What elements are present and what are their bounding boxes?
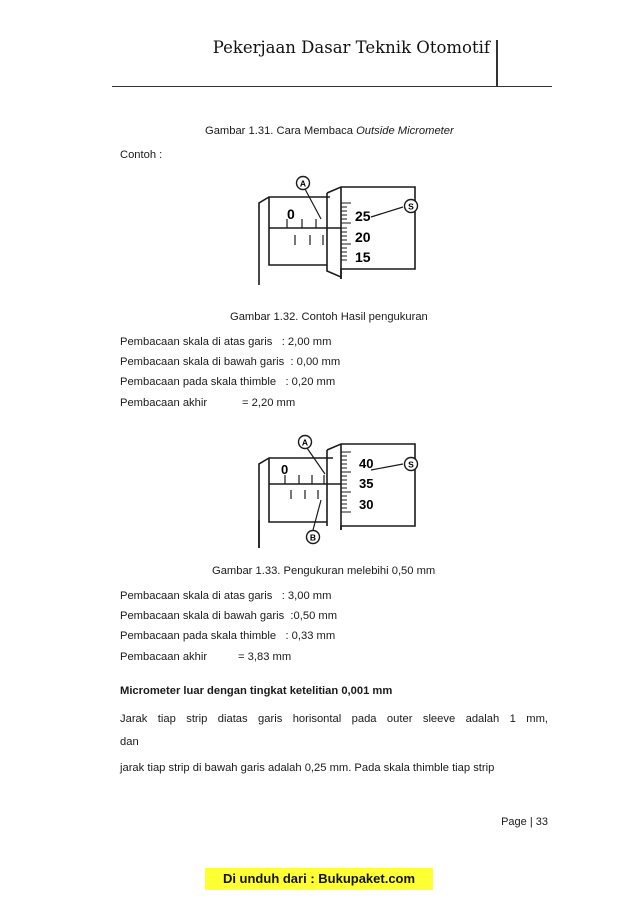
thimble-number-2: 35 [359,476,374,491]
paragraph-line-1: Jarak tiap strip diatas garis horisontal pada outer sleeve adalah 1 mm, [120,713,548,725]
reading1-value-3: : 0,20 mm [285,376,336,388]
paragraph-line-2: dan [120,736,139,748]
reading2-row-2 [120,610,337,622]
reading2-value-3: : 0,33 mm [285,630,336,642]
thimble-number-3: 30 [359,497,374,512]
figure-132-caption: Gambar 1.32. Contoh Hasil pengukuran [230,311,428,323]
reading2-value-2: :0,50 mm [290,610,338,622]
reading1-row-3 [120,376,335,388]
reading1-label-2: Pembacaan skala di bawah garis [120,356,285,368]
reading1-row-4 [120,397,295,409]
figure-132-micrometer-diagram [255,173,425,288]
reading2-row-3 [120,630,335,642]
reading2-label-1: Pembacaan skala di atas garis [120,590,273,602]
reading1-value-2: : 0,00 mm [290,356,341,368]
reading1-value-1: : 2,00 mm [281,336,332,348]
reading2-row-1 [120,590,331,602]
reading1-value-4: = 2,20 mm [242,397,296,409]
sleeve-number: 0 [281,462,289,477]
reading1-label-4: Pembacaan akhir [120,397,208,409]
thimble-number-2: 20 [355,229,371,245]
marker-a-label: A [301,437,309,448]
thimble-number-3: 15 [355,249,371,265]
reading2-row-4 [120,651,291,663]
download-banner[interactable]: Di unduh dari : Bukupaket.com [205,868,433,890]
page-number: Page | 33 [501,816,548,828]
marker-b-label: B [309,532,317,543]
header-horizontal-rule [112,86,552,87]
figure-131-caption [205,125,454,137]
reading2-label-2: Pembacaan skala di bawah garis [120,610,285,622]
figure-131-caption-text: Gambar 1.31. Cara Membaca [205,125,357,137]
marker-s-label: S [408,459,414,470]
sleeve-number: 0 [287,206,295,222]
reading1-label-3: Pembacaan pada skala thimble [120,376,277,388]
reading1-label-1: Pembacaan skala di atas garis [120,336,273,348]
running-header-title: Pekerjaan Dasar Teknik Otomotif [212,38,490,57]
thimble-number-1: 40 [359,456,374,471]
reading2-label-3: Pembacaan pada skala thimble [120,630,277,642]
reading1-row-1 [120,336,331,348]
reading2-label-4: Pembacaan akhir [120,651,208,663]
marker-a-label: A [299,178,307,189]
example-label: Contoh : [120,149,163,161]
section-heading: Micrometer luar dengan tingkat ketelitian 0,001 mm [120,685,393,697]
paragraph-line-3: jarak tiap strip di bawah garis adalah 0,25 mm. Pada skala thimble tiap strip [120,762,495,774]
figure-131-caption-italic: Outside Micrometer [356,125,454,137]
reading2-value-1: : 3,00 mm [281,590,332,602]
reading2-value-4: = 3,83 mm [238,651,292,663]
marker-s-label: S [408,201,414,212]
thimble-number-1: 25 [355,208,371,224]
figure-133-micrometer-diagram [255,430,425,550]
figure-133-caption: Gambar 1.33. Pengukuran melebihi 0,50 mm [212,565,436,577]
reading1-row-2 [120,356,340,368]
header-vertical-rule [496,40,498,86]
